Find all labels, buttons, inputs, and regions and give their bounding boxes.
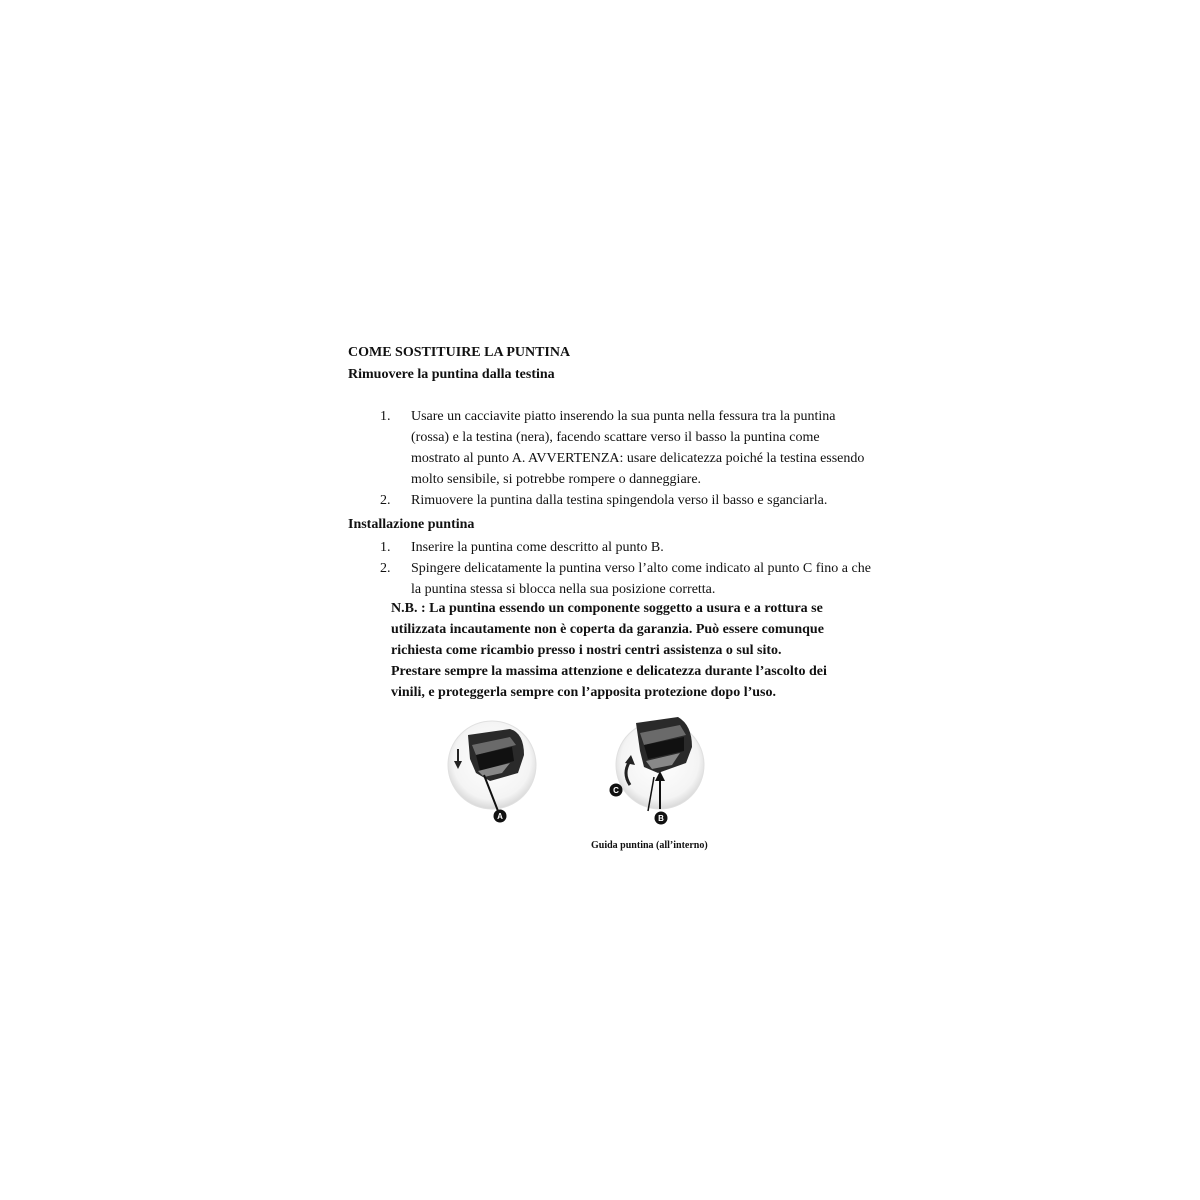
- list-item-text: Inserire la puntina come descritto al punto B.: [411, 540, 664, 555]
- list-item-number: 2.: [380, 561, 391, 576]
- list-item-text: Rimuovere la puntina dalla testina spingendola verso il basso e sganciarla.: [411, 493, 828, 508]
- list-item-number: 2.: [380, 493, 391, 508]
- label-c: C: [613, 786, 619, 795]
- list-item-text: Spingere delicatamente la puntina verso l’alto come indicato al punto C fino a che la puntina stessa si blocca nella sua posizione corretta.: [411, 561, 871, 597]
- label-b: B: [658, 814, 664, 823]
- section-heading-remove: Rimuovere la puntina dalla testina: [348, 367, 555, 382]
- page-title: COME SOSTITUIRE LA PUNTINA: [348, 345, 571, 360]
- figure-caption: Guida puntina (all’interno): [591, 840, 708, 851]
- list-item-number: 1.: [380, 409, 391, 424]
- list-item-text: Usare un cacciavite piatto inserendo la sua punta nella fessura tra la puntina (rossa) e la testina (nera), facendo scattare verso il basso la puntina come mostrato al punto A. AVVERTENZA: usare delicatezza poiché la testina essendo molto sensibile, si potrebbe rompere o danneggiare.: [411, 409, 865, 487]
- figure-a: [448, 721, 536, 823]
- label-a: A: [497, 812, 503, 821]
- figure-bc: [610, 717, 705, 825]
- warranty-note: N.B. : La puntina essendo un componente soggetto a usura e a rottura se utilizzata incautamente non è coperta da garanzia. Può essere comunque richiesta come ricambio presso i nostri centri assistenza o sul sito. Prestare sempre la massima attenzione e delicatezza durante l’ascolto dei vinili, e proteggerla sempre con l’apposita protezione dopo l’uso.: [391, 601, 827, 700]
- section-heading-install: Installazione puntina: [348, 517, 475, 532]
- list-item-number: 1.: [380, 540, 391, 555]
